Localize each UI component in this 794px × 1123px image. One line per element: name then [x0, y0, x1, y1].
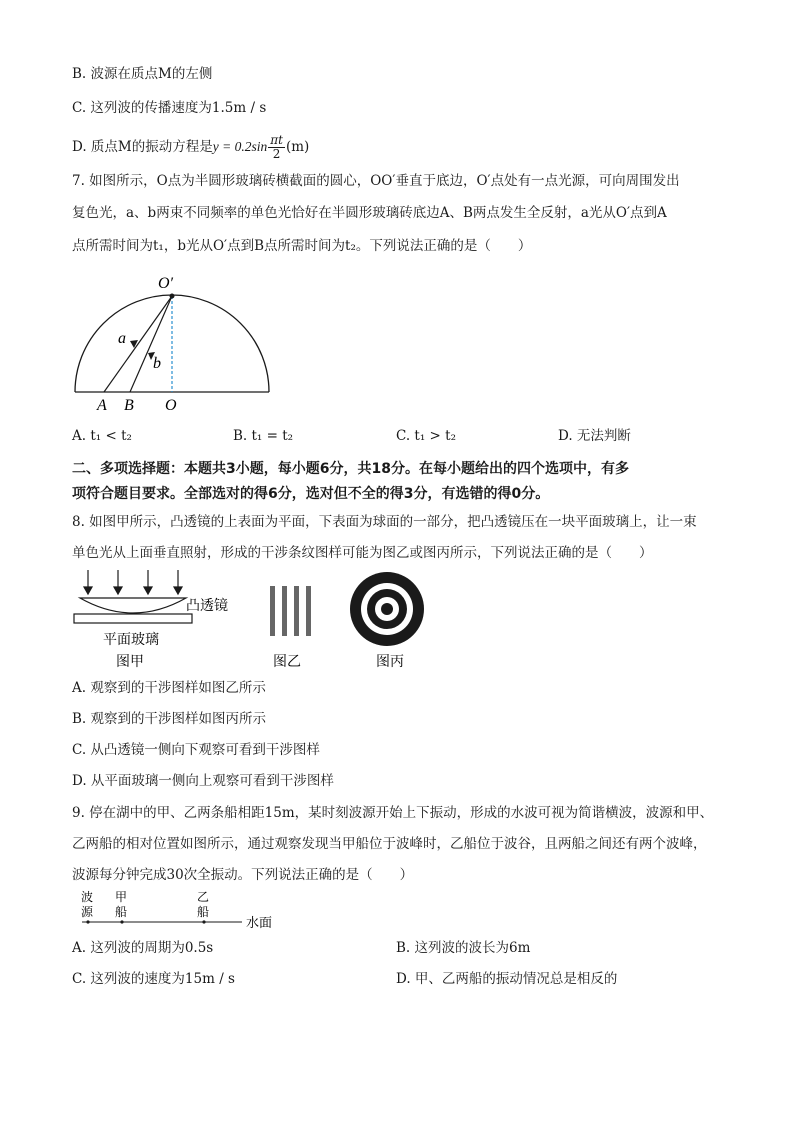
label-o-prime: O′ [158, 275, 174, 292]
label-point-b: B [124, 397, 134, 414]
flat-glass-plate [74, 614, 192, 623]
incident-light-arrowhead-icon [174, 587, 182, 594]
q8-option-a: A. 观察到的干涉图样如图乙所示 [72, 680, 266, 696]
q9-option-a: A. 这列波的周期为0.5s [72, 940, 214, 956]
q6-option-d-fraction [268, 134, 285, 161]
q6-fraction-denominator: 2 [272, 147, 281, 161]
label-a: a [118, 330, 126, 347]
q7-option-a: A. t₁ < t₂ [72, 428, 132, 444]
label-yi-2: 船 [197, 905, 210, 919]
straight-fringe [270, 586, 275, 636]
q6-option-d [72, 134, 309, 161]
label-water-surface: 水面 [246, 916, 273, 931]
ring-center [381, 603, 393, 615]
caption-bing: 图丙 [376, 654, 404, 670]
q9-stem-line-1: 9. 停在湖中的甲、乙两条船相距15m，某时刻波源开始上下振动，形成的水波可视为简谐横波，波源和甲、 [72, 805, 714, 821]
caption-yi: 图乙 [273, 654, 301, 670]
q6-option-d-equation: y = 0.2sin [212, 139, 268, 154]
q6-option-d-prefix: D. 质点M的振动方程是 [72, 139, 213, 155]
q9-option-c: C. 这列波的速度为15m / s [72, 971, 235, 987]
incident-light-arrowhead-icon [114, 587, 122, 594]
straight-fringe [294, 586, 299, 636]
q6-fraction-numerator: πt [270, 133, 283, 147]
q8-option-d: D. 从平面玻璃一侧向上观察可看到干涉图样 [72, 773, 334, 789]
section-2-heading-line-1: 二、多项选择题：本题共3小题，每小题6分，共18分。在每小题给出的四个选项中，有多 [72, 461, 629, 477]
wave-source-point [86, 920, 89, 923]
q9-option-d: D. 甲、乙两船的振动情况总是相反的 [396, 971, 618, 987]
straight-fringe [306, 586, 311, 636]
q7-stem-line-3: 点所需时间为t₁，b光从O′点到B点所需时间为t₂。下列说法正确的是（ ） [72, 238, 532, 254]
ray-a-arrow-icon [130, 340, 138, 348]
q7-stem-line-2: 复色光，a、b两束不同频率的单色光恰好在半圆形玻璃砖底边A、B两点发生全反射，a光从O′点到A [72, 205, 667, 221]
incident-light-arrowhead-icon [144, 587, 152, 594]
ray-b [130, 296, 172, 392]
figure-yi [270, 586, 311, 670]
q8-interference-figures [68, 566, 448, 674]
caption-jia: 图甲 [116, 654, 144, 670]
glass-label: 平面玻璃 [103, 632, 159, 648]
q6-option-d-unit: (m) [285, 139, 310, 155]
incident-light-arrowhead-icon [84, 587, 92, 594]
figure-bing [350, 572, 424, 670]
lens-label: 凸透镜 [186, 598, 228, 614]
q8-stem-line-1: 8. 如图甲所示，凸透镜的上表面为平面，下表面为球面的一部分，把凸透镜压在一块平面玻璃上，让一束 [72, 514, 697, 530]
q9-boats-figure [70, 888, 290, 936]
q8-stem-line-2: 单色光从上面垂直照射，形成的干涉条纹图样可能为图乙或图丙所示，下列说法正确的是（ ） [72, 545, 653, 561]
q7-stem-line-1: 7. 如图所示，O点为半圆形玻璃砖横截面的圆心，OO′垂直于底边，O′点处有一点光源，可向周围发出 [72, 173, 680, 189]
label-point-o: O [165, 397, 177, 414]
q7-option-c: C. t₁ > t₂ [396, 428, 456, 444]
q9-option-b: B. 这列波的波长为6m [396, 940, 531, 956]
boat-yi-point [202, 920, 205, 923]
straight-fringe [282, 586, 287, 636]
figure-jia [74, 570, 228, 670]
convex-lens [80, 598, 186, 613]
q8-option-c: C. 从凸透镜一侧向下观察可看到干涉图样 [72, 742, 320, 758]
q9-stem-line-3: 波源每分钟完成30次全振动。下列说法正确的是（ ） [72, 867, 414, 883]
label-b: b [153, 355, 161, 372]
q7-option-d: D. 无法判断 [558, 428, 631, 444]
q8-option-b: B. 观察到的干涉图样如图丙所示 [72, 711, 267, 727]
section-2-heading-line-2: 项符合题目要求。全部选对的得6分，选对但不全的得3分，有选错的得0分。 [72, 486, 550, 502]
q6-option-b: B. 波源在质点M的左侧 [72, 66, 213, 82]
label-point-a: A [97, 397, 107, 414]
label-yi-1: 乙 [197, 890, 210, 904]
label-source-1: 波 [81, 890, 94, 904]
label-jia-1: 甲 [115, 890, 128, 904]
light-source-point [170, 294, 175, 299]
boat-jia-point [120, 920, 123, 923]
q7-option-b: B. t₁ = t₂ [233, 428, 294, 444]
q6-option-c: C. 这列波的传播速度为1.5m / s [72, 100, 267, 116]
label-jia-2: 船 [115, 905, 128, 919]
ray-a [104, 296, 172, 392]
label-source-2: 源 [81, 905, 94, 919]
q9-stem-line-2: 乙两船的相对位置如图所示，通过观察发现当甲船位于波峰时，乙船位于波谷，且两船之间还有两个波峰， [72, 836, 707, 852]
q7-semicircle-figure [70, 268, 280, 418]
